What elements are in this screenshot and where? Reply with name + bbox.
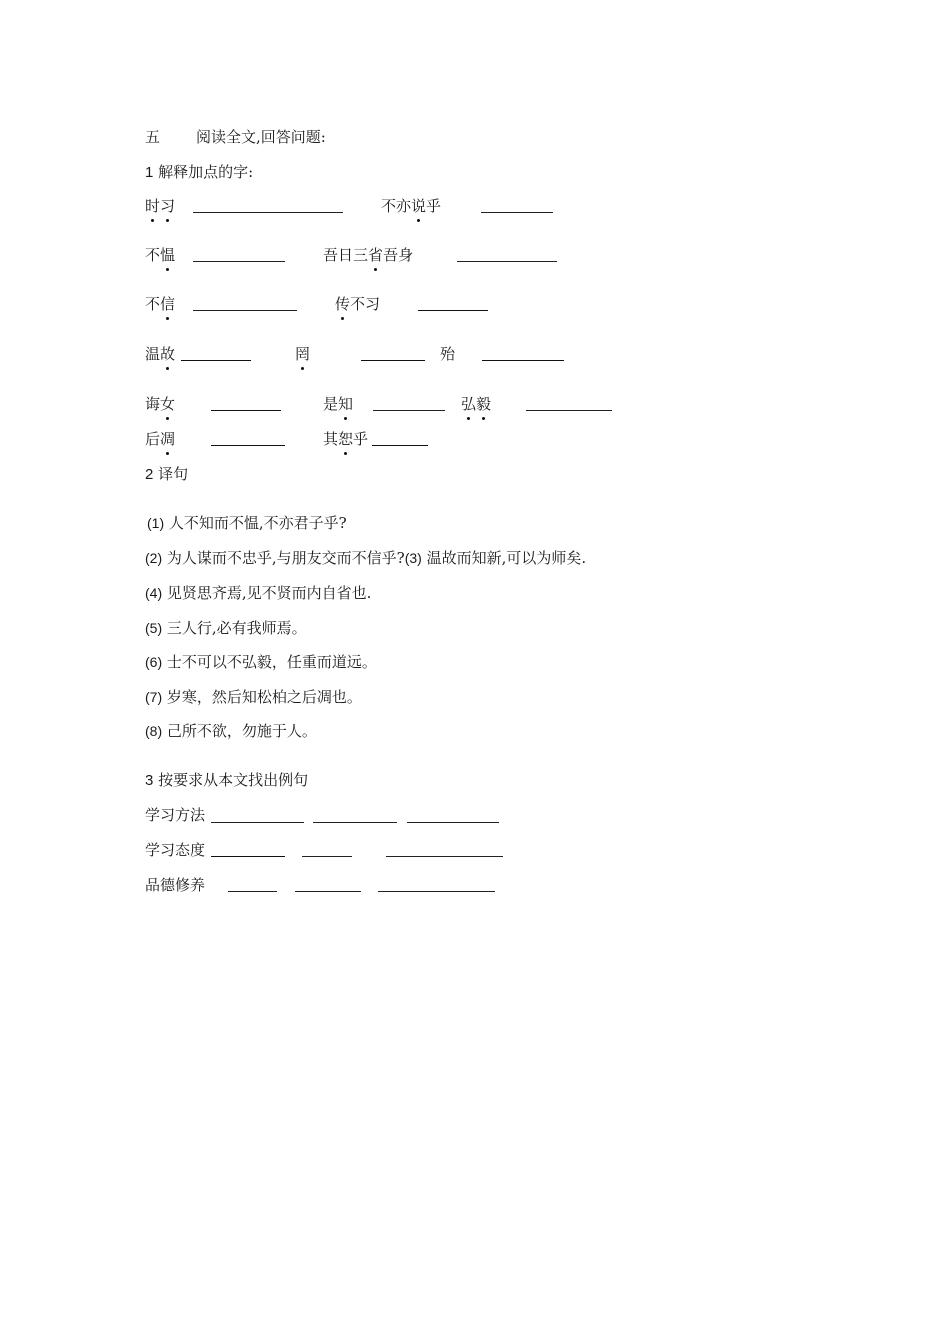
q1-answer-blank[interactable] (457, 261, 557, 262)
q1-answer-blank[interactable] (193, 212, 343, 213)
q1-word-char: 是 (323, 395, 339, 413)
q1-answer-blank[interactable] (193, 310, 297, 311)
q2-sentence (145, 687, 362, 707)
q3-row-label: 学习态度 (145, 841, 206, 859)
q1-answer-blank[interactable] (211, 445, 285, 446)
q3-answer-blank[interactable] (378, 891, 495, 892)
q3-row-label: 学习方法 (145, 806, 206, 824)
q1-heading (145, 162, 253, 183)
q2-sentence-number: (3) (404, 550, 422, 566)
q2-sentence-number: (4) (145, 585, 163, 601)
q2-heading-text: 译句 (158, 465, 189, 483)
q1-answer-blank[interactable] (372, 445, 428, 446)
q1-word (335, 294, 380, 314)
q1-word-char: 乎 (353, 430, 369, 448)
q1-word-char: 不 (350, 295, 366, 313)
q1-word-char: 后 (145, 430, 161, 448)
q2-sentence-text: 士不可以不弘毅，任重而道远。 (166, 653, 377, 671)
q3-answer-blank[interactable] (302, 856, 352, 857)
q2-sentence-text: 三人行,必有我师焉。 (166, 619, 307, 637)
q3-row-label: 品德修养 (145, 876, 206, 894)
q1-word-char: 省 (368, 246, 384, 264)
q3-answer-blank[interactable] (386, 856, 503, 857)
section-number: 五 (145, 128, 161, 146)
q3-heading-number: 3 (145, 772, 154, 789)
q2-sentence-text: 岁寒，然后知松柏之后凋也。 (166, 688, 362, 706)
q1-word-char: 吾 (323, 246, 339, 264)
q3-answer-blank[interactable] (211, 856, 285, 857)
section-title: 阅读全文,回答问题: (196, 128, 326, 146)
q1-word (145, 394, 175, 414)
q1-answer-blank[interactable] (361, 360, 425, 361)
q3-answer-blank[interactable] (313, 822, 397, 823)
q3-heading-text: 按要求从本文找出例句 (158, 771, 309, 789)
q1-answer-blank[interactable] (373, 410, 445, 411)
q2-sentence-number: (5) (145, 620, 163, 636)
q1-word (145, 344, 175, 364)
q1-word-char: 弘 (461, 395, 477, 413)
q2-heading-number: 2 (145, 466, 154, 483)
q1-word (323, 394, 353, 414)
q1-word (323, 429, 368, 449)
q1-word-char: 其 (323, 430, 339, 448)
q1-word-char: 日 (338, 246, 354, 264)
q3-answer-blank[interactable] (407, 822, 499, 823)
q1-word (145, 294, 175, 314)
q3-heading (145, 770, 308, 791)
q1-word-char: 传 (335, 295, 351, 313)
q1-word-char: 罔 (295, 345, 311, 363)
q1-word-char: 温 (145, 345, 161, 363)
q2-sentence-number: (6) (145, 654, 163, 670)
q1-word-char: 习 (160, 197, 176, 215)
q1-answer-blank[interactable] (211, 410, 281, 411)
q1-word-char: 时 (145, 197, 161, 215)
q2-sentence-text: 人不知而不愠,不亦君子乎? (168, 514, 347, 532)
q1-answer-blank[interactable] (481, 212, 553, 213)
q1-word-char: 吾 (383, 246, 399, 264)
q2-sentence-text: 己所不欲，勿施于人。 (166, 722, 317, 740)
q1-answer-blank[interactable] (181, 360, 251, 361)
q2-sentence (145, 548, 586, 568)
q1-word (145, 429, 175, 449)
q1-answer-blank[interactable] (418, 310, 488, 311)
q3-answer-blank[interactable] (211, 822, 304, 823)
q1-word (440, 344, 455, 364)
q1-heading-number: 1 (145, 164, 154, 181)
q1-heading-text: 解释加点的字: (158, 163, 254, 181)
q2-sentence-number: (2) (145, 550, 163, 566)
q1-word-char: 亦 (396, 197, 412, 215)
q1-word-char: 女 (160, 395, 176, 413)
q2-sentence-text: 温故而知新,可以为师矣. (426, 549, 587, 567)
q1-word-char: 身 (398, 246, 414, 264)
q1-word (323, 245, 413, 265)
q2-sentence-text: 为人谋而不忠乎,与朋友交而不信乎? (166, 549, 405, 567)
q3-answer-blank[interactable] (295, 891, 361, 892)
q1-answer-blank[interactable] (482, 360, 564, 361)
q1-word-char: 三 (353, 246, 369, 264)
q1-word-char: 诲 (145, 395, 161, 413)
q2-sentence (145, 721, 317, 741)
q1-word-char: 说 (411, 197, 427, 215)
q2-sentence-text: 见贤思齐焉,见不贤而内自省也. (166, 584, 372, 602)
q2-sentence (145, 618, 307, 638)
q2-sentence-number: (8) (145, 723, 163, 739)
q2-sentence-number: (1) (147, 515, 165, 531)
q1-word-char: 信 (160, 295, 176, 313)
q1-answer-blank[interactable] (193, 261, 285, 262)
q2-sentence (145, 652, 377, 672)
q1-word-char: 毅 (476, 395, 492, 413)
q1-answer-blank[interactable] (526, 410, 612, 411)
q1-word (145, 245, 175, 265)
q1-word-char: 乎 (426, 197, 442, 215)
q1-word (461, 394, 491, 414)
q1-word (295, 344, 310, 364)
q1-word-char: 愠 (160, 246, 176, 264)
q1-word-char: 不 (145, 246, 161, 264)
q1-word-char: 习 (365, 295, 381, 313)
q1-word-char: 凋 (160, 430, 176, 448)
q1-word (381, 196, 441, 216)
q3-answer-blank[interactable] (228, 891, 277, 892)
q1-word-char: 恕 (338, 430, 354, 448)
q1-word-char: 不 (381, 197, 397, 215)
q2-sentence (145, 583, 371, 603)
q1-word (145, 196, 175, 216)
q1-word-char: 殆 (440, 345, 456, 363)
q1-word-char: 知 (338, 395, 354, 413)
q1-word-char: 故 (160, 345, 176, 363)
q1-word-char: 不 (145, 295, 161, 313)
q2-sentence (147, 513, 347, 533)
q2-sentence-number: (7) (145, 689, 163, 705)
q2-heading (145, 464, 188, 485)
